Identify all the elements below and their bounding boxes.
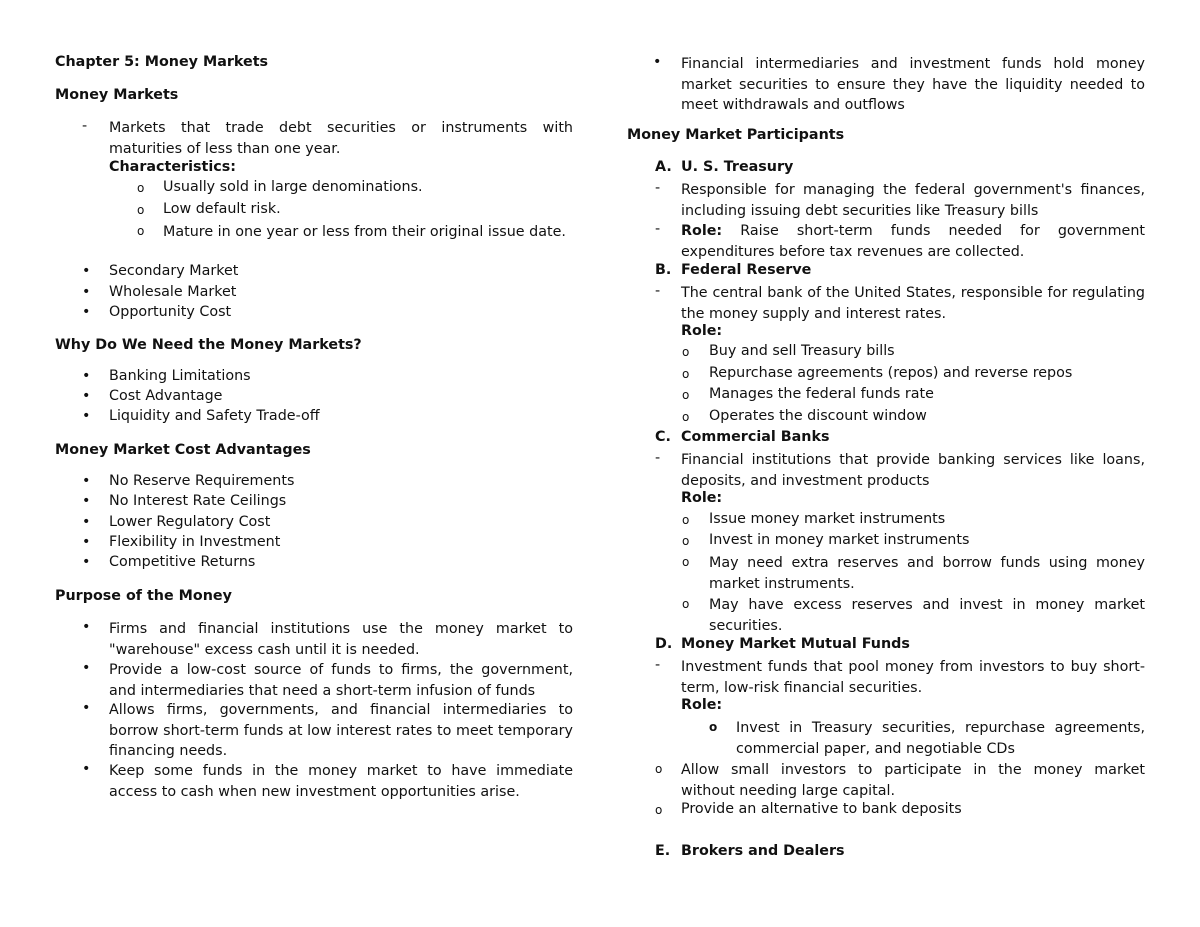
list-item: Keep some funds in the money market to have immediate access to cash when new investment opportunities arise. (109, 763, 573, 800)
list-item: Secondary Market (109, 263, 239, 279)
fed-description: The central bank of the United States, responsible for regulating the money supply and interest rates. (681, 285, 1145, 322)
section-letter: D. (655, 636, 673, 652)
cost-advantages-heading: Money Market Cost Advantages (55, 442, 311, 458)
bullet-dot: • (82, 368, 91, 384)
bullet-dot: • (82, 700, 91, 716)
list-item: Liquidity and Safety Trade-off (109, 408, 320, 424)
bullet-dot: • (653, 54, 662, 70)
circle-bullet: o (137, 224, 145, 238)
role-item: Repurchase agreements (repos) and reverse repos (709, 365, 1073, 381)
section-letter: B. (655, 262, 672, 278)
circle-bullet: o (682, 345, 690, 359)
list-item: Financial intermediaries and investment funds hold money market securities to ensure they have the liquidity needed to meet withdrawals and outflows (681, 56, 1145, 113)
bullet-dot: • (82, 388, 91, 404)
section-letter: C. (655, 429, 671, 445)
circle-bullet: o (137, 181, 145, 195)
list-item: Wholesale Market (109, 284, 237, 300)
money-markets-heading: Money Markets (55, 87, 179, 103)
treasury-role (681, 221, 1145, 262)
bullet-dot: • (82, 284, 91, 300)
list-item: Lower Regulatory Cost (109, 514, 271, 530)
bullet-dot: • (82, 493, 91, 509)
role-item: Operates the discount window (709, 408, 927, 424)
bullet-dot: • (82, 534, 91, 550)
list-item: Allow small investors to participate in the money market without needing large capital. (681, 762, 1145, 799)
treasury-description: Responsible for managing the federal government's finances, including issuing debt securities like Treasury bills (681, 182, 1145, 219)
list-item: Banking Limitations (109, 368, 251, 384)
bullet-dot: • (82, 660, 91, 676)
circle-bullet: o (655, 762, 663, 776)
characteristic-item: Mature in one year or less from their original issue date. (163, 224, 566, 240)
role-label: Role: (681, 697, 723, 713)
list-item: Allows firms, governments, and financial intermediaries to borrow short-term funds at low interest rates to meet temporary financing needs. (109, 702, 573, 759)
banks-description: Financial institutions that provide banking services like loans, deposits, and investment products (681, 452, 1145, 489)
dash-marker: - (655, 657, 661, 673)
circle-bullet: o (682, 513, 690, 527)
circle-bullet: o (709, 720, 718, 734)
characteristic-item: Usually sold in large denominations. (163, 179, 423, 195)
characteristics-label: Characteristics: (109, 159, 236, 175)
dash-marker: - (655, 221, 661, 237)
fed-title: Federal Reserve (681, 262, 812, 278)
role-item: Invest in money market instruments (709, 532, 970, 548)
circle-bullet: o (682, 555, 690, 569)
list-item: No Reserve Requirements (109, 473, 295, 489)
why-need-heading: Why Do We Need the Money Markets? (55, 337, 362, 353)
mmmf-title: Money Market Mutual Funds (681, 636, 910, 652)
bullet-dot: • (82, 473, 91, 489)
role-item: Manages the federal funds rate (709, 386, 934, 402)
role-item: Issue money market instruments (709, 511, 946, 527)
role-label: Role: (681, 323, 723, 339)
circle-bullet: o (682, 388, 690, 402)
purpose-heading: Purpose of the Money (55, 588, 232, 604)
list-item: Flexibility in Investment (109, 534, 281, 550)
list-item: No Interest Rate Ceilings (109, 493, 287, 509)
circle-bullet: o (682, 367, 690, 381)
circle-bullet: o (137, 203, 145, 217)
money-markets-definition: Markets that trade debt securities or instruments with maturities of less than one year. (109, 120, 573, 157)
bullet-dot: • (82, 619, 91, 635)
banks-title: Commercial Banks (681, 429, 830, 445)
bullet-dot: • (82, 554, 91, 570)
chapter-title: Chapter 5: Money Markets (55, 54, 269, 70)
treasury-title: U. S. Treasury (681, 159, 794, 175)
bullet-dot: • (82, 263, 91, 279)
circle-bullet: o (682, 597, 690, 611)
bullet-dot: • (82, 761, 91, 777)
circle-bullet: o (682, 534, 690, 548)
dash-marker: - (655, 180, 661, 196)
list-item: Competitive Returns (109, 554, 256, 570)
list-item: Opportunity Cost (109, 304, 232, 320)
role-item: May need extra reserves and borrow funds using money market instruments. (709, 555, 1145, 592)
role-item: Buy and sell Treasury bills (709, 343, 895, 359)
treasury-role-text: Raise short-term funds needed for government expenditures before tax revenues are collected. (681, 223, 1145, 260)
brokers-title: Brokers and Dealers (681, 843, 845, 859)
list-item: Provide an alternative to bank deposits (681, 801, 962, 817)
list-item: Firms and financial institutions use the money market to "warehouse" excess cash until it is needed. (109, 621, 573, 658)
section-letter: E. (655, 843, 671, 859)
dash-marker: - (82, 118, 88, 134)
list-item: Provide a low-cost source of funds to firms, the government, and intermediaries that need a short-term infusion of funds (109, 662, 573, 699)
dash-marker: - (655, 450, 661, 466)
circle-bullet: o (682, 410, 690, 424)
role-label: Role: (681, 223, 723, 239)
circle-bullet: o (655, 803, 663, 817)
role-label: Role: (681, 490, 723, 506)
bullet-dot: • (82, 514, 91, 530)
role-item: May have excess reserves and invest in money market securities. (709, 597, 1145, 634)
mmmf-description: Investment funds that pool money from investors to buy short-term, low-risk financial securities. (681, 659, 1145, 696)
characteristic-item: Low default risk. (163, 201, 281, 217)
bullet-dot: • (82, 304, 91, 320)
role-item: Invest in Treasury securities, repurchase agreements, commercial paper, and negotiable CDs (736, 720, 1145, 757)
bullet-dot: • (82, 408, 91, 424)
list-item: Cost Advantage (109, 388, 223, 404)
participants-heading: Money Market Participants (627, 127, 845, 143)
section-letter: A. (655, 159, 672, 175)
dash-marker: - (655, 283, 661, 299)
